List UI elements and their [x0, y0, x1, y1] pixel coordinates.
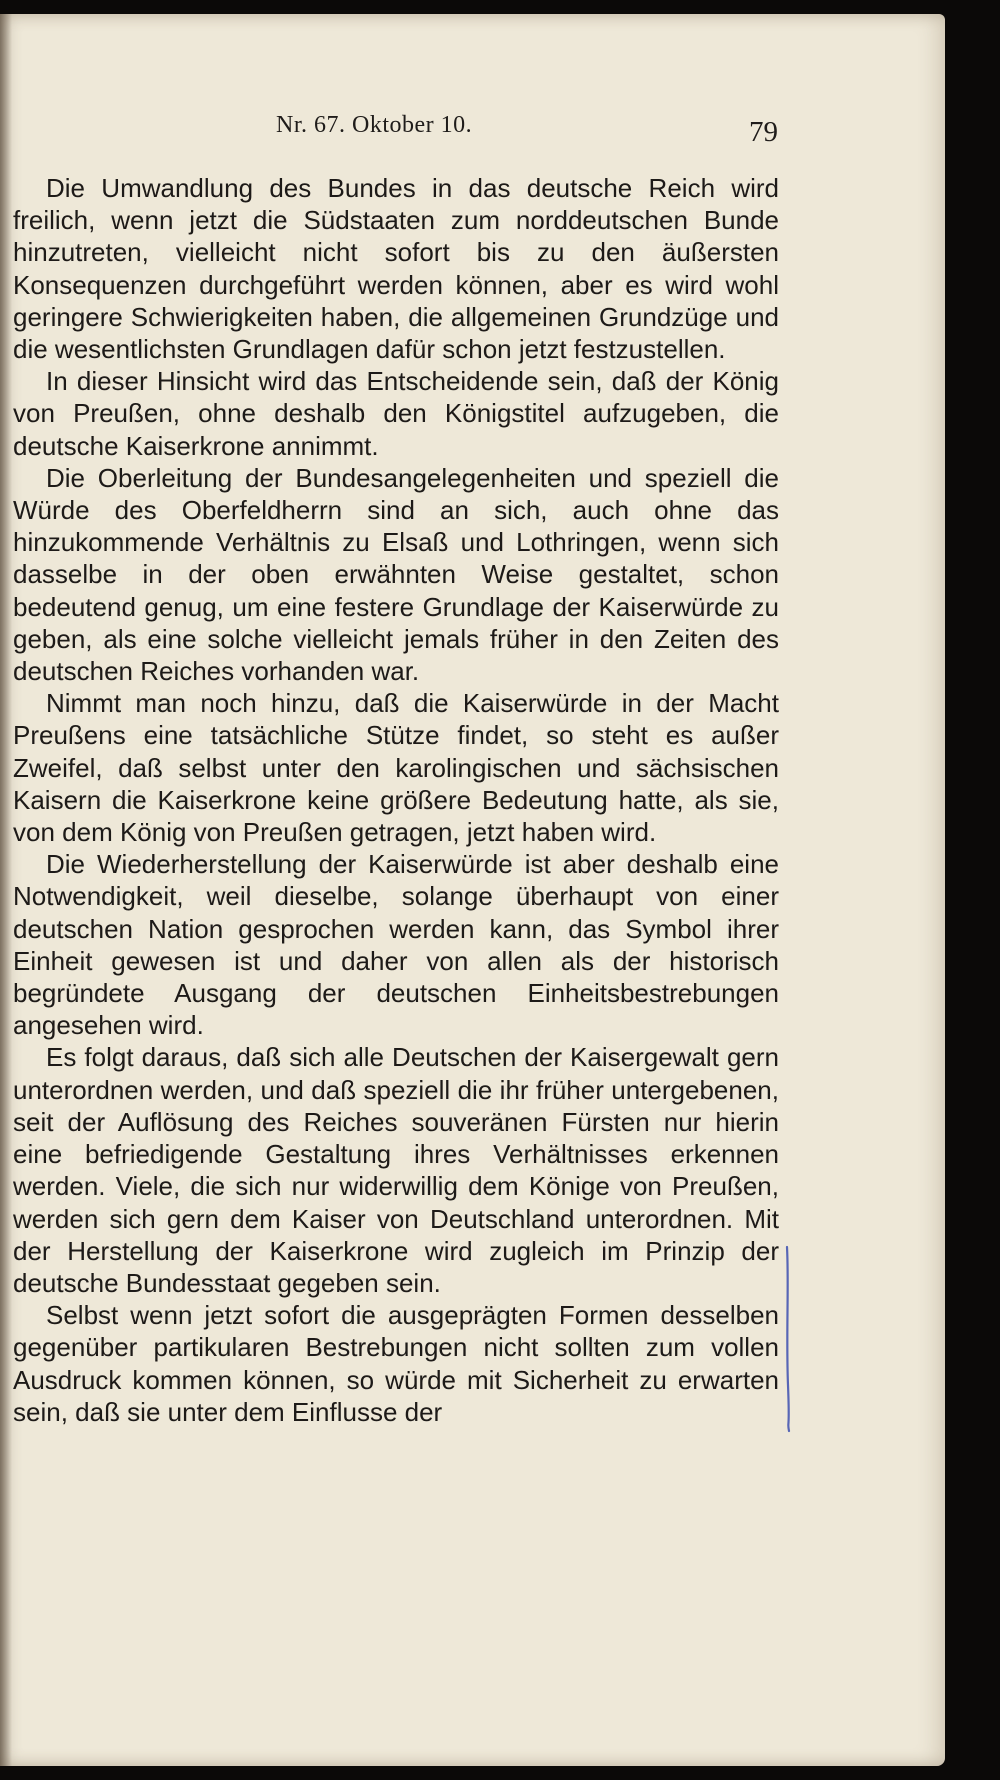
- paragraph-text: Die Oberleitung der Bundesangelegenheiten und speziell die Würde des Oberfeldherrn sind an sich, auch ohne das hinzukommende Verhältnis zu Elsaß und Lothringen, wenn sich dasselbe in der oben erwähnten Weise gestaltet, schon bedeutend genug, um eine festere Grundlage der Kaiserwürde zu geben, als eine solche vielleicht jemals früher in den Zeiten des deutschen Reiches vorhanden war.: [13, 462, 779, 687]
- page-header: [276, 110, 796, 154]
- paragraph: [13, 848, 779, 1041]
- paragraph: [13, 687, 779, 848]
- paragraph-text: Die Umwandlung des Bundes in das deutsche Reich wird freilich, wenn jetzt die Südstaaten zum norddeutschen Bunde hinzutreten, vielleicht nicht sofort bis zu den äußersten Konsequenzen durchgeführt werden können, aber es wird wohl geringere Schwierigkeiten haben, die allgemeinen Grundzüge und die wesentlichsten Grundlagen dafür schon jetzt festzustellen.: [13, 173, 779, 365]
- paragraph: [13, 365, 779, 462]
- paragraph: [13, 172, 779, 365]
- paragraph-text: Es folgt daraus, daß sich alle Deutschen der Kaisergewalt gern unterordnen werden, und daß speziell die ihr früher untergebenen, seit der Auflösung des Reiches souveränen Fürsten nur hierin eine befriedigende Gestaltung ihres Verhältnisses erkennen werden. Viele, die sich nur widerwillig dem Könige von Preußen, werden sich gern dem Kaiser von Deutschland unterordnen. Mit der Herstellung der Kaiserkrone wird zugleich im Prinzip der deutsche Bundesstaat gegeben sein.: [13, 1042, 779, 1298]
- page-gutter-shadow: [0, 14, 12, 1766]
- paragraph: [13, 1299, 779, 1428]
- pencil-margin-line: [783, 1245, 793, 1433]
- running-title: Nr. 67. Oktober 10.: [276, 112, 473, 138]
- paragraph-text: Die Wiederherstellung der Kaiserwürde ist aber deshalb eine Notwendigkeit, weil dieselbe, solange überhaupt von einer deutschen Nation gesprochen werden kann, das Symbol ihrer Einheit gewesen ist und daher von allen als der historisch begründete Ausgang der deutschen Einheitsbestrebungen angesehen wird.: [13, 849, 779, 1041]
- paragraph: [13, 462, 779, 687]
- paragraph-text: Nimmt man noch hinzu, daß die Kaiserwürde in der Macht Preußens eine tatsächliche Stütze findet, so steht es außer Zweifel, daß selbst unter den karolingischen und sächsischen Kaisern die Kaiserkrone keine größere Bedeutung hatte, als sie, von dem König von Preußen getragen, jetzt haben wird.: [13, 688, 779, 848]
- body-text: [13, 172, 779, 1428]
- page-number: 79: [749, 116, 778, 148]
- paragraph-text: In dieser Hinsicht wird das Entscheidende sein, daß der König von Preußen, ohne deshalb den Königstitel aufzugeben, die deutsche Kaiserkrone annimmt.: [13, 366, 779, 461]
- paragraph-text: Selbst wenn jetzt sofort die ausgeprägten Formen desselben gegenüber partikularen Bestrebungen nicht sollten zum vollen Ausdruck kommen können, so würde mit Sicherheit zu erwarten sein, daß sie unter dem Einflusse der: [13, 1300, 779, 1427]
- paragraph: [13, 1041, 779, 1299]
